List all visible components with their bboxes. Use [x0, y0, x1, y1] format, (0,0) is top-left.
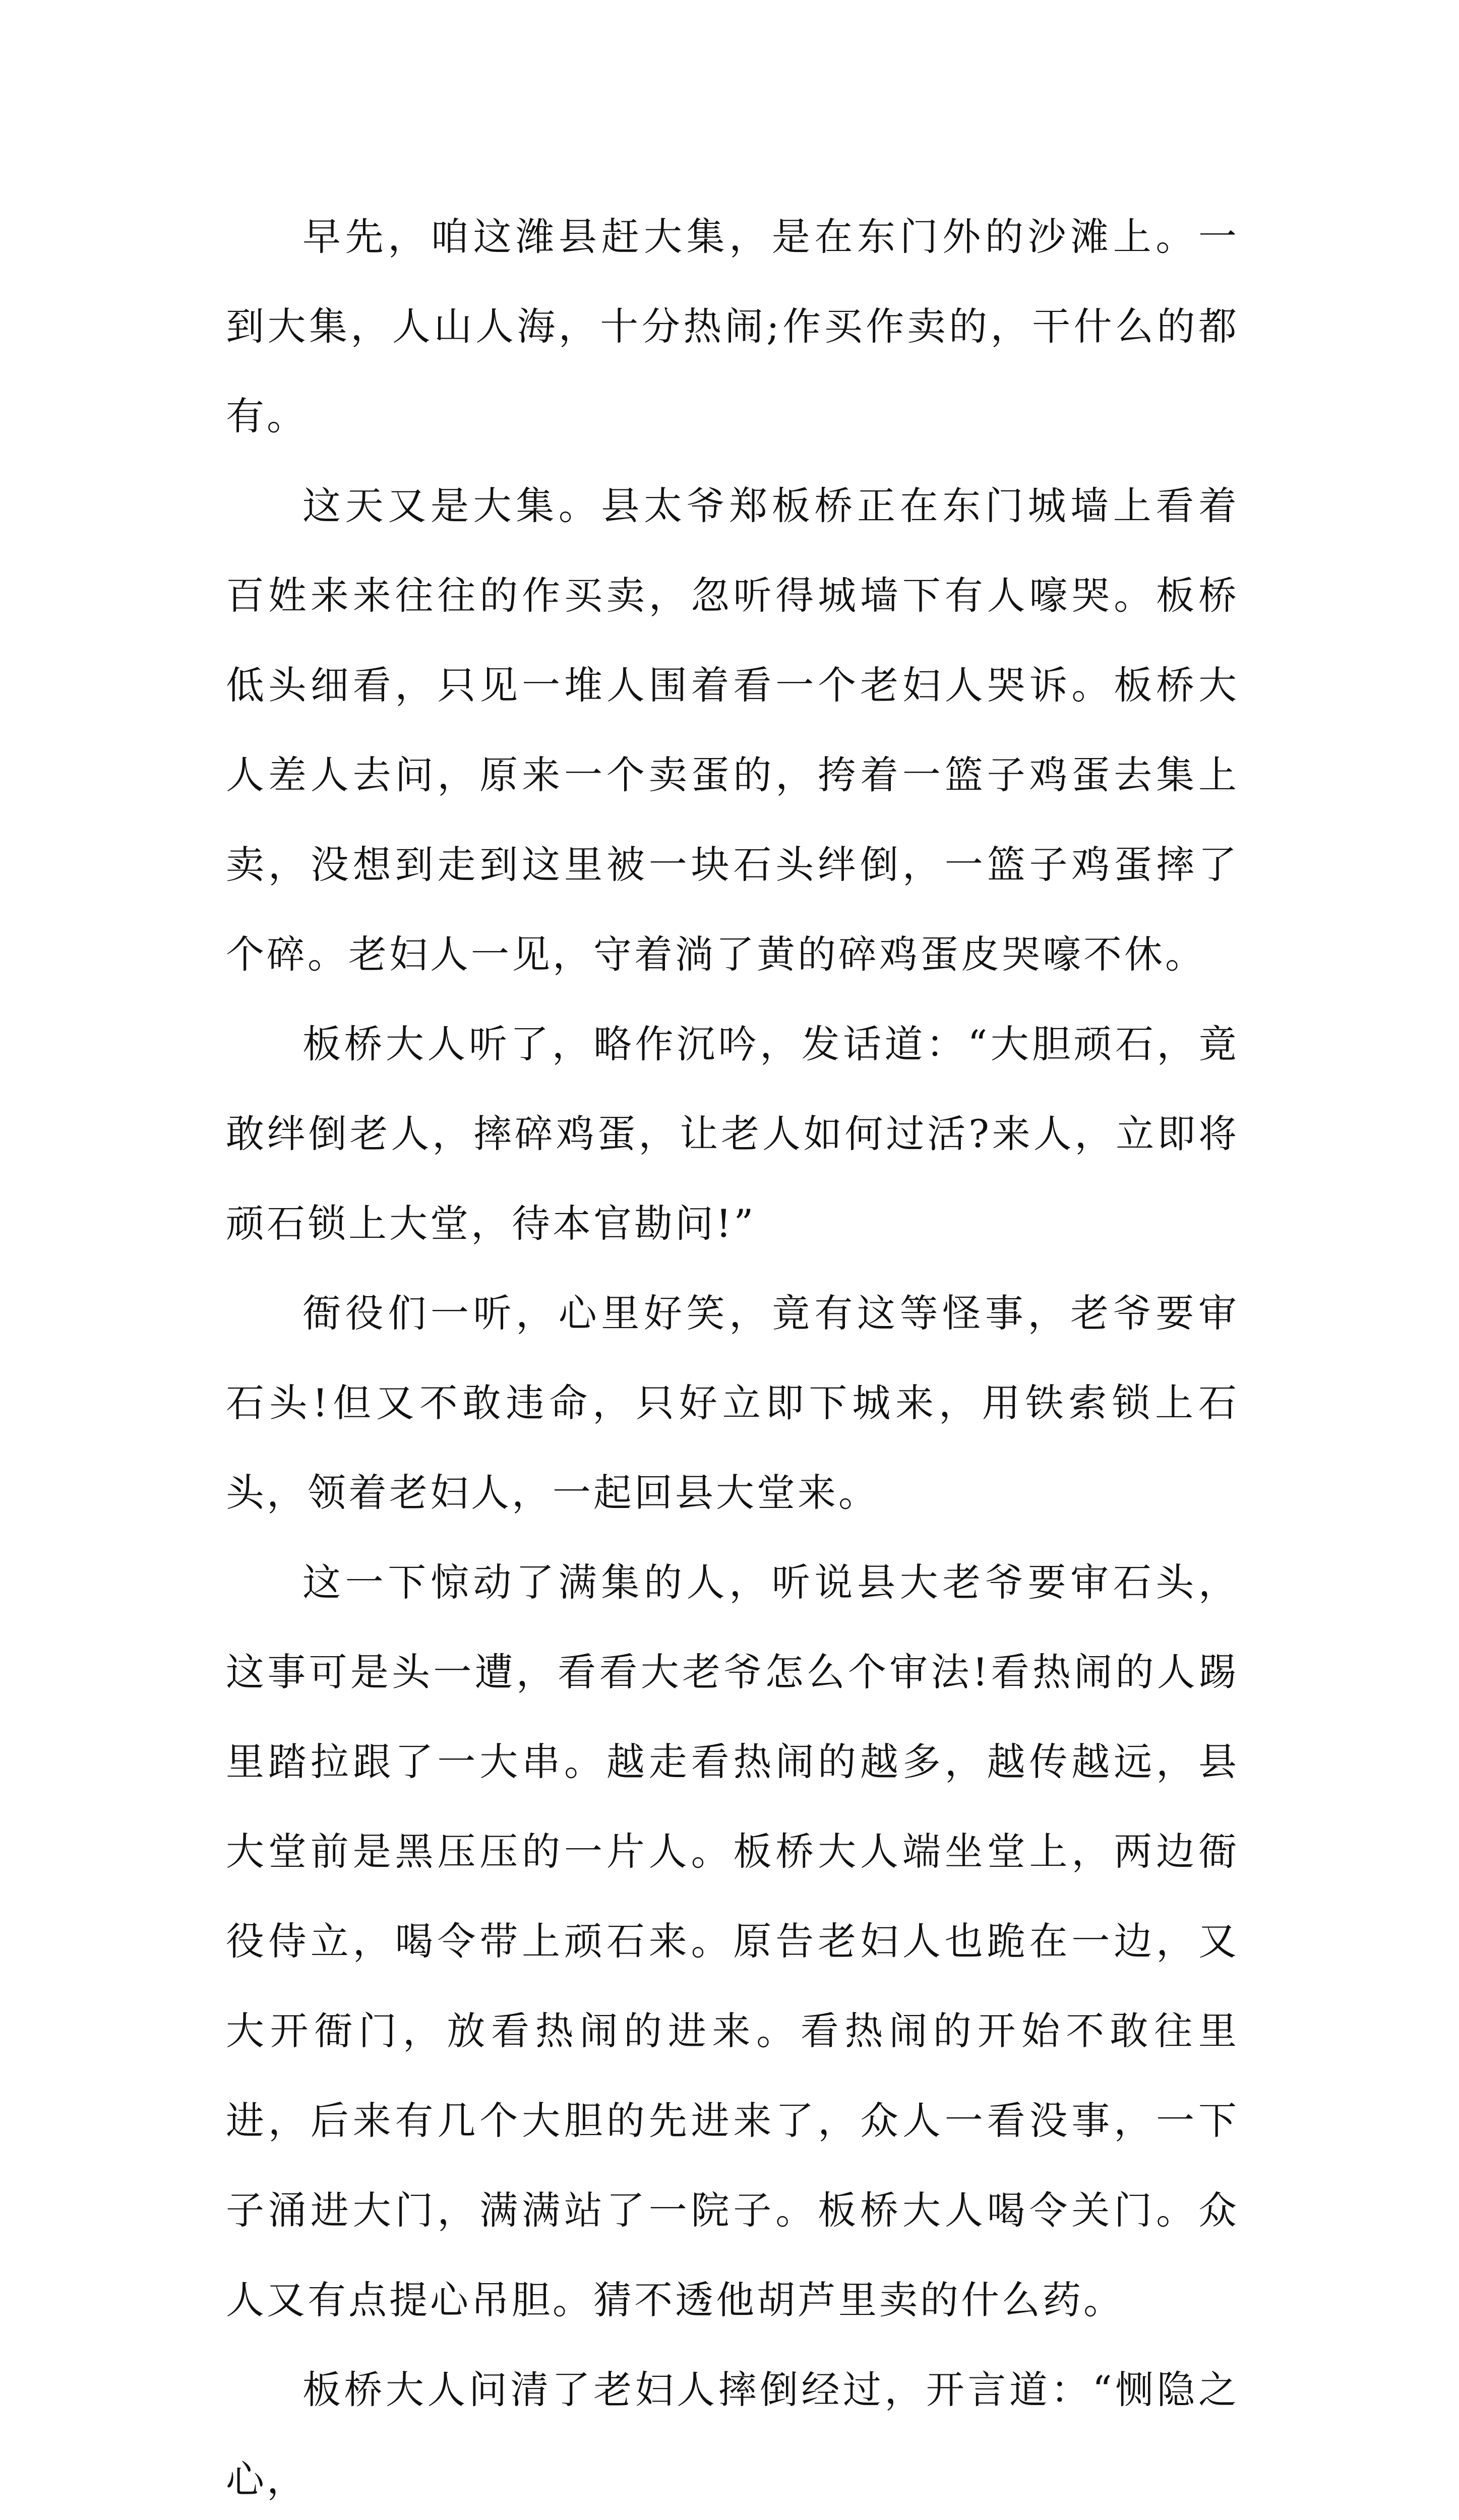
document-body — [226, 192, 1239, 2520]
paragraph-6: 板桥大人问清了老妇人摔倒经过，开言道：“恻隐之心， — [226, 2367, 1239, 2502]
paragraph-4: 衙役们一听，心里好笑，竟有这等怪事，老爷要审石头!但又不敢违命，只好立即下城来，用铁索锁上石头，领着老妇人，一起回县大堂来。 — [226, 1291, 1239, 1515]
paragraph-1: 早先，咱这潍县赶大集，是在东门外的沙滩上。一到大集，人山人海，十分热闹;作买作卖的，干什么的都有。 — [226, 214, 1239, 438]
paragraph-5: 这一下惊动了满集的人，听说县大老爷要审石头，这事可是头一遭，看看大老爷怎么个审法!看热闹的人踢里踏拉跟了一大串。越走看热闹的越多，越传越远，县大堂前是黑压压的一片人。板桥大人端坐堂上，两边衙役侍立，喝令带上顽石来。原告老妇人也跪在一边，又大开衙门，放看热闹的进来。看热闹的开始不敢往里进，后来有几个大胆的先进来了，众人一看没事，一下子涌进大门，满满站了一院子。板桥大人喝令关门。众人又有点提心吊胆。猜不透他胡芦里卖的什么药。 — [226, 1560, 1239, 2322]
paragraph-2: 这天又是大集。县太爷郑板桥正在东门城墙上看着百姓来来往往的作买卖，忽听得城墙下有人嚎哭。板桥低头细看，只见一堆人围着看一个老妇人哭诉。板桥大人差人去问，原来一个卖蛋的，挎着一篮子鸡蛋去集上卖，没想到走到这里被一块石头绊倒，一篮子鸡蛋摔了个碎。老妇人一见，守着淌了黄的碎鸡蛋皮哭嚎不休。 — [226, 483, 1239, 977]
paragraph-3: 板桥大人听了，略作沉吟，发话道：“大胆顽石，竟敢绊倒老人，摔碎鸡蛋，让老人如何过活?来人，立即将顽石锁上大堂，待本官勘问!” — [226, 1022, 1239, 1246]
